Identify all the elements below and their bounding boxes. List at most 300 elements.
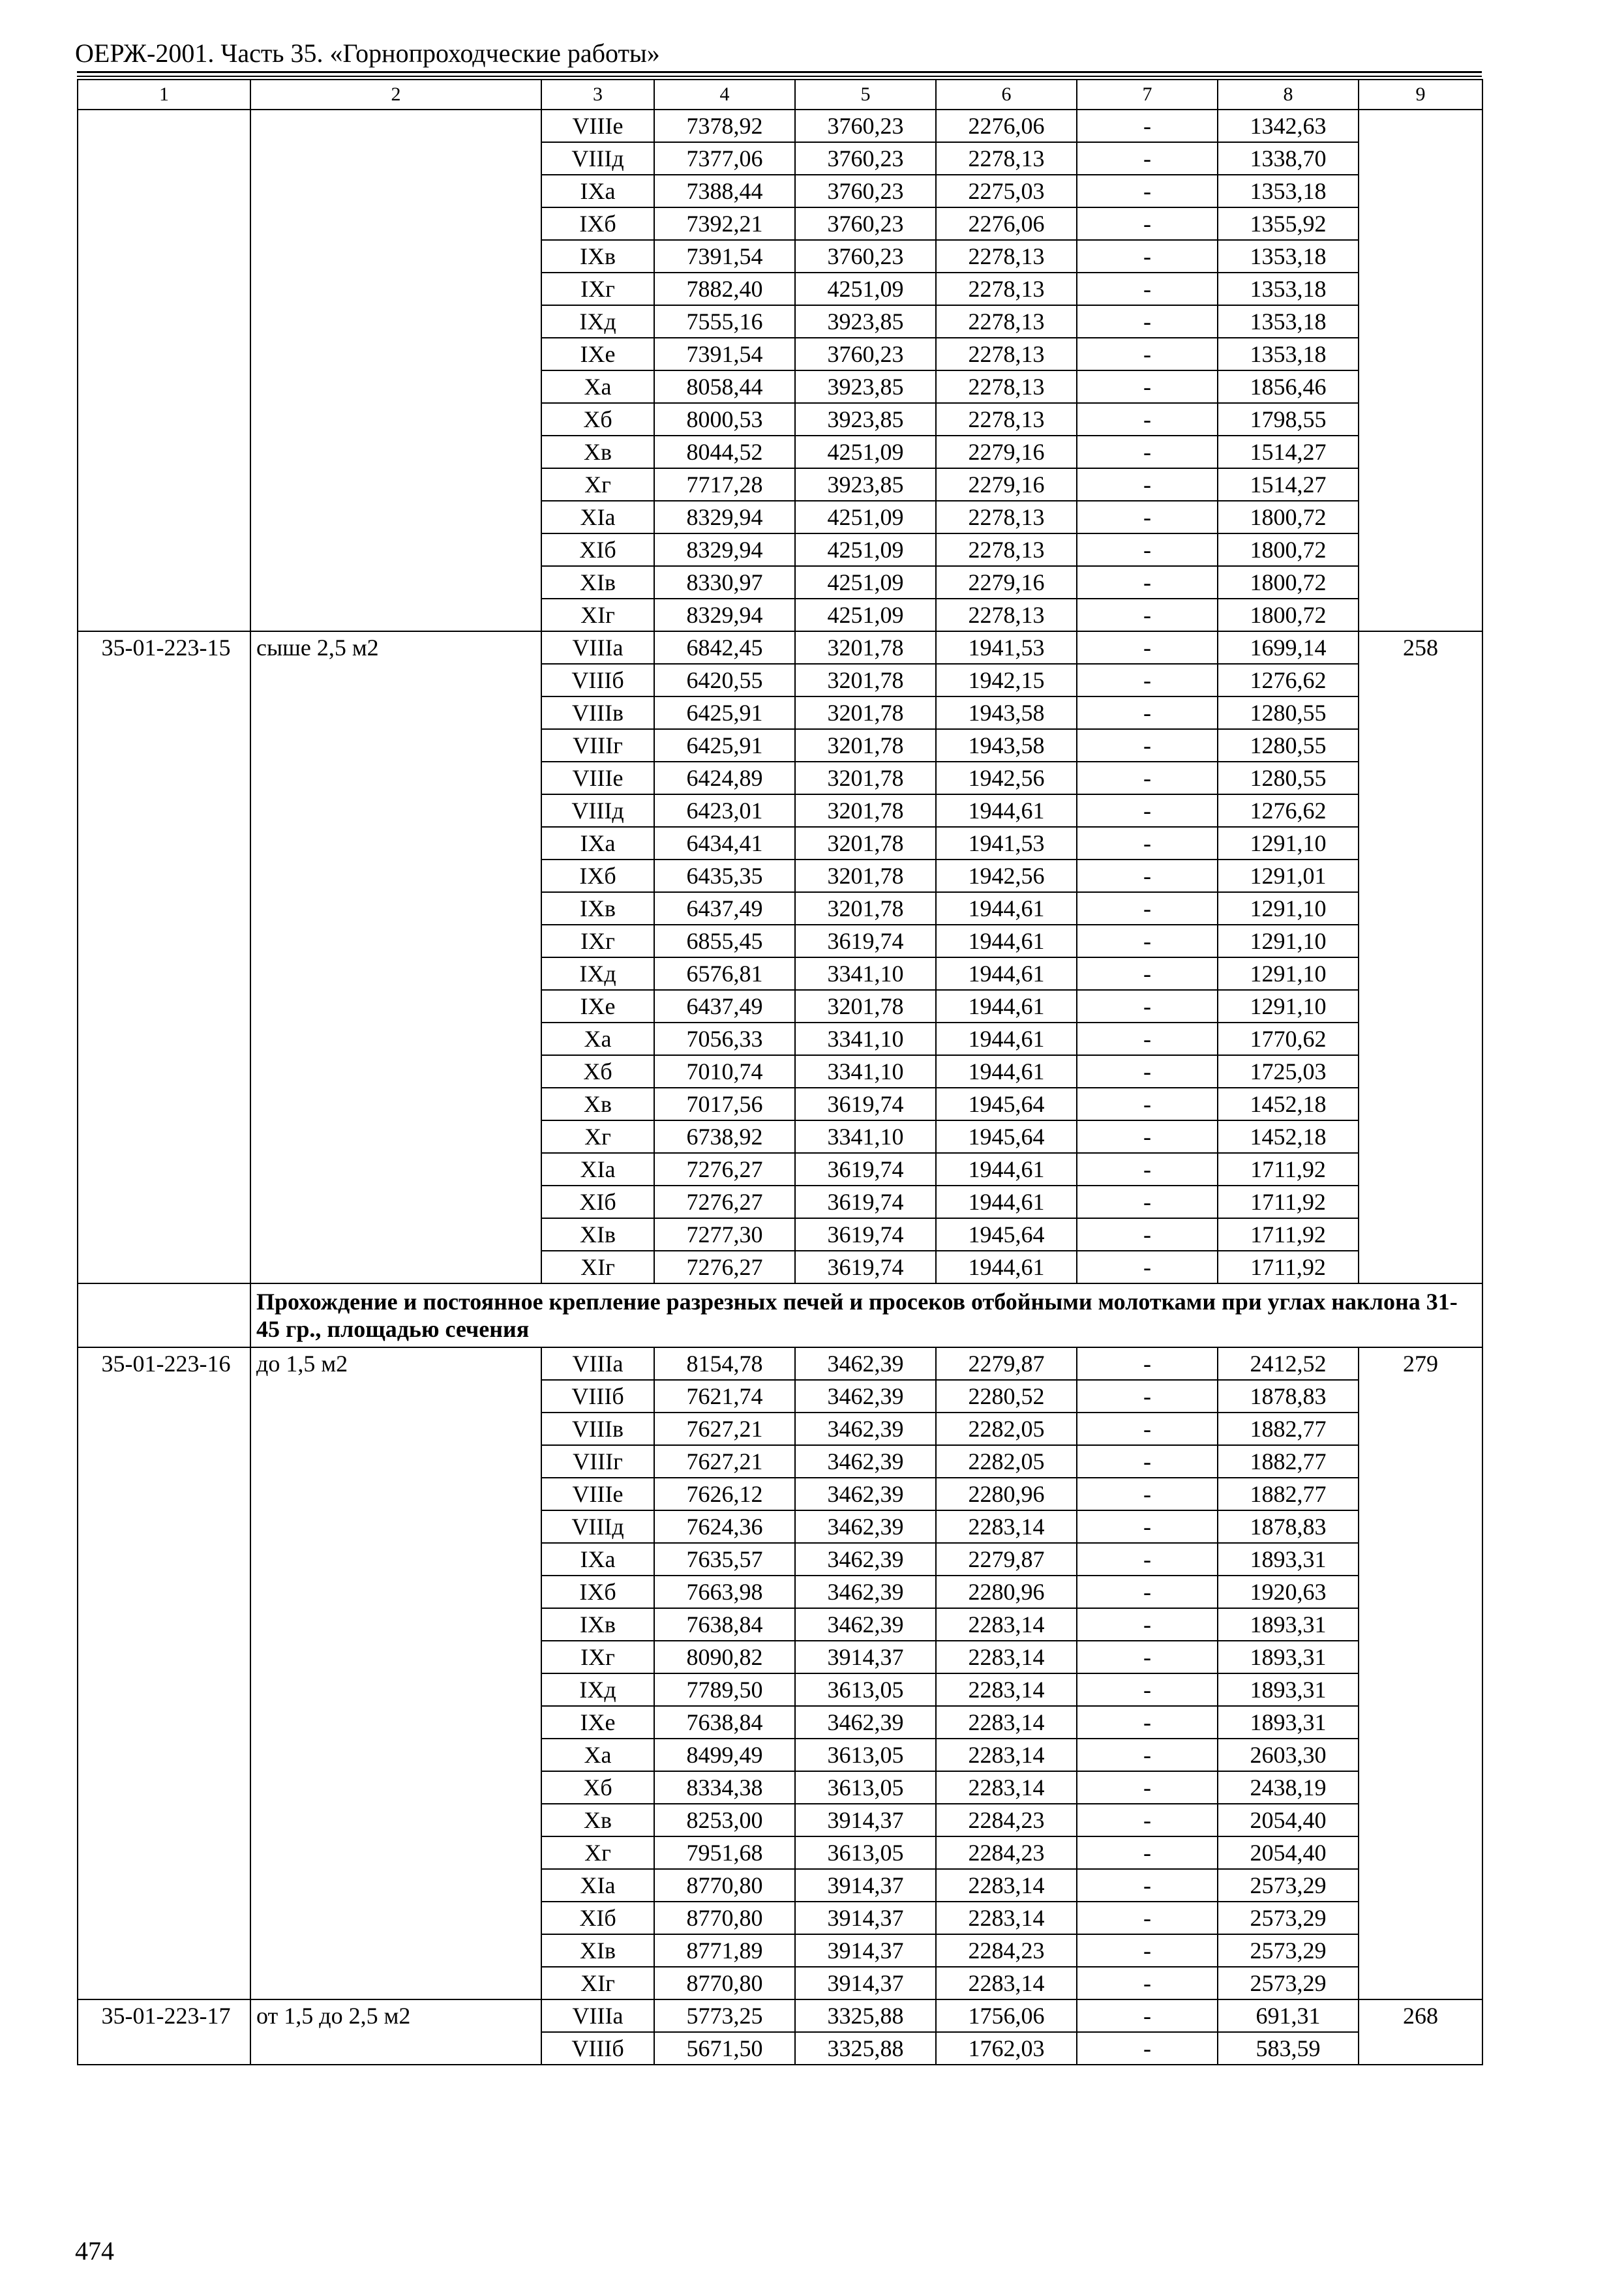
table-cell: 1353,18 — [1218, 240, 1359, 273]
table-cell: 1711,92 — [1218, 1153, 1359, 1186]
table-cell: 6425,91 — [654, 729, 795, 762]
table-cell: 1276,62 — [1218, 664, 1359, 696]
table-cell: - — [1077, 110, 1218, 142]
table-cell: 1711,92 — [1218, 1251, 1359, 1283]
table-cell: 3462,39 — [795, 1608, 936, 1641]
table-cell: IXа — [541, 827, 654, 860]
table-cell: 7638,84 — [654, 1608, 795, 1641]
table-cell: IXд — [541, 1673, 654, 1706]
table-cell: - — [1077, 403, 1218, 436]
table-row — [78, 1999, 1482, 2032]
table-cell: 1893,31 — [1218, 1706, 1359, 1739]
table-cell: 1941,53 — [936, 827, 1077, 860]
table-cell: IXа — [541, 175, 654, 207]
table-row — [78, 110, 1482, 142]
table-cell: 8154,78 — [654, 1347, 795, 1380]
table-cell: VIIIг — [541, 729, 654, 762]
table-cell: 4251,09 — [795, 566, 936, 599]
column-header: 3 — [541, 80, 654, 110]
table-cell: 7627,21 — [654, 1445, 795, 1478]
table-cell: XIб — [541, 533, 654, 566]
table-cell: IXв — [541, 240, 654, 273]
table-cell: 2280,96 — [936, 1576, 1077, 1608]
table-cell: Xг — [541, 1836, 654, 1869]
table-cell: 1944,61 — [936, 1186, 1077, 1218]
table-cell: 2278,13 — [936, 370, 1077, 403]
column-header: 6 — [936, 80, 1077, 110]
table-cell: 7392,21 — [654, 207, 795, 240]
table-cell: VIIIг — [541, 1445, 654, 1478]
table-cell: - — [1077, 1055, 1218, 1088]
table-cell: VIIIб — [541, 664, 654, 696]
table-cell: 1338,70 — [1218, 142, 1359, 175]
table-cell: 1944,61 — [936, 990, 1077, 1023]
table-cell: 2573,29 — [1218, 1934, 1359, 1967]
column-header: 9 — [1359, 80, 1482, 110]
table-cell: 1945,64 — [936, 1218, 1077, 1251]
table-cell: 3760,23 — [795, 175, 936, 207]
table-cell: 7391,54 — [654, 240, 795, 273]
table-cell: 3325,88 — [795, 2032, 936, 2065]
table-cell: 7276,27 — [654, 1251, 795, 1283]
table-cell: - — [1077, 1218, 1218, 1251]
work-name-cell: от 1,5 до 2,5 м2 — [250, 1999, 541, 2065]
table-cell: 5773,25 — [654, 1999, 795, 2032]
table-cell: - — [1077, 1804, 1218, 1836]
table-cell: 2278,13 — [936, 142, 1077, 175]
table-cell: 2276,06 — [936, 207, 1077, 240]
work-name-cell — [250, 110, 541, 631]
table-cell: VIIIа — [541, 1347, 654, 1380]
table-cell: 6842,45 — [654, 631, 795, 664]
table-cell: 1942,56 — [936, 860, 1077, 892]
table-cell: 1291,10 — [1218, 827, 1359, 860]
table-cell: 1856,46 — [1218, 370, 1359, 403]
table-cell: 3923,85 — [795, 468, 936, 501]
table-cell: 3462,39 — [795, 1510, 936, 1543]
table-cell: 3914,37 — [795, 1804, 936, 1836]
table-cell: 7882,40 — [654, 273, 795, 305]
table-cell: 7276,27 — [654, 1153, 795, 1186]
table-cell: 2279,16 — [936, 468, 1077, 501]
table-cell: 7276,27 — [654, 1186, 795, 1218]
table-cell: 2284,23 — [936, 1804, 1077, 1836]
table-cell: - — [1077, 1088, 1218, 1120]
table-cell: 2573,29 — [1218, 1902, 1359, 1934]
table-cell: 3341,10 — [795, 957, 936, 990]
table-cell: 1945,64 — [936, 1088, 1077, 1120]
table-cell: 3613,05 — [795, 1673, 936, 1706]
table-cell: Xа — [541, 1023, 654, 1055]
table-cell: 3760,23 — [795, 240, 936, 273]
table-cell: 1944,61 — [936, 1055, 1077, 1088]
table-cell: VIIIб — [541, 2032, 654, 2065]
table-cell: 2438,19 — [1218, 1771, 1359, 1804]
table-cell: 8058,44 — [654, 370, 795, 403]
section-title: Прохождение и постоянное крепление разрезных печей и просеков отбойными молотками при углах наклона 31-45 гр., площадью сечения — [250, 1283, 1482, 1347]
table-cell: - — [1077, 664, 1218, 696]
table-cell: 7626,12 — [654, 1478, 795, 1510]
table-cell: - — [1077, 1999, 1218, 2032]
table-cell: 2278,13 — [936, 240, 1077, 273]
table-cell: 8770,80 — [654, 1902, 795, 1934]
table-cell: 3201,78 — [795, 990, 936, 1023]
table-cell: - — [1077, 1641, 1218, 1673]
col9-cell: 258 — [1359, 631, 1482, 1283]
table-cell: - — [1077, 566, 1218, 599]
header-rule-thick — [77, 71, 1482, 73]
table-cell: 7621,74 — [654, 1380, 795, 1413]
table-cell: Xа — [541, 370, 654, 403]
table-cell: 7017,56 — [654, 1088, 795, 1120]
table-cell: - — [1077, 1673, 1218, 1706]
table-cell: - — [1077, 1836, 1218, 1869]
table-cell: 8770,80 — [654, 1967, 795, 1999]
table-cell: IXв — [541, 1608, 654, 1641]
table-cell: - — [1077, 1869, 1218, 1902]
section-title-row — [78, 1283, 1482, 1347]
table-cell: 3619,74 — [795, 925, 936, 957]
table-cell: 1291,10 — [1218, 925, 1359, 957]
table-cell: 1944,61 — [936, 1023, 1077, 1055]
table-cell: 2054,40 — [1218, 1804, 1359, 1836]
table-cell: 7624,36 — [654, 1510, 795, 1543]
table-cell: 3613,05 — [795, 1836, 936, 1869]
table-cell: 3201,78 — [795, 631, 936, 664]
table-cell: 3325,88 — [795, 1999, 936, 2032]
table-cell: VIIIе — [541, 110, 654, 142]
table-cell: 3462,39 — [795, 1347, 936, 1380]
table-cell: 1514,27 — [1218, 468, 1359, 501]
table-cell: 8499,49 — [654, 1739, 795, 1771]
table-cell: 1280,55 — [1218, 696, 1359, 729]
table-cell: 1893,31 — [1218, 1641, 1359, 1673]
table-cell: 2283,14 — [936, 1771, 1077, 1804]
table-cell: - — [1077, 1478, 1218, 1510]
table-cell: 1291,01 — [1218, 860, 1359, 892]
table-cell: - — [1077, 1902, 1218, 1934]
table-cell: 8253,00 — [654, 1804, 795, 1836]
table-cell: 1291,10 — [1218, 990, 1359, 1023]
table-cell: - — [1077, 436, 1218, 468]
table-cell: - — [1077, 305, 1218, 338]
table-cell: 3201,78 — [795, 696, 936, 729]
table-cell: 2283,14 — [936, 1510, 1077, 1543]
document-header: ОЕРЖ-2001. Часть 35. «Горнопроходческие работы» — [75, 38, 660, 68]
table-cell: 3923,85 — [795, 305, 936, 338]
table-cell: 6576,81 — [654, 957, 795, 990]
table-cell: - — [1077, 1608, 1218, 1641]
table-cell: 3462,39 — [795, 1478, 936, 1510]
table-cell: - — [1077, 1706, 1218, 1739]
table-cell: 1452,18 — [1218, 1120, 1359, 1153]
table-cell: 3462,39 — [795, 1413, 936, 1445]
table-cell: 2283,14 — [936, 1739, 1077, 1771]
table-cell: 4251,09 — [795, 273, 936, 305]
table-cell: IXд — [541, 305, 654, 338]
table-cell: 7010,74 — [654, 1055, 795, 1088]
table-cell: 3619,74 — [795, 1153, 936, 1186]
table-cell: 6738,92 — [654, 1120, 795, 1153]
table-cell: 1798,55 — [1218, 403, 1359, 436]
rate-code-cell: 35-01-223-16 — [78, 1347, 250, 1999]
table-cell: 4251,09 — [795, 501, 936, 533]
table-cell: IXе — [541, 990, 654, 1023]
table-cell: 1800,72 — [1218, 599, 1359, 631]
table-cell: 3914,37 — [795, 1934, 936, 1967]
table-cell: 2573,29 — [1218, 1967, 1359, 1999]
table-cell: 7377,06 — [654, 142, 795, 175]
table-cell: 1878,83 — [1218, 1380, 1359, 1413]
table-cell: - — [1077, 1347, 1218, 1380]
table-cell: 3613,05 — [795, 1771, 936, 1804]
table-cell: 1945,64 — [936, 1120, 1077, 1153]
table-cell: 1353,18 — [1218, 273, 1359, 305]
table-cell: 1342,63 — [1218, 110, 1359, 142]
table-cell: 6855,45 — [654, 925, 795, 957]
table-cell: 2054,40 — [1218, 1836, 1359, 1869]
table-cell: VIIIб — [541, 1380, 654, 1413]
table-cell: - — [1077, 729, 1218, 762]
table-cell: 3201,78 — [795, 860, 936, 892]
table-cell: Xв — [541, 1088, 654, 1120]
table-cell: 1711,92 — [1218, 1218, 1359, 1251]
table-cell: 2278,13 — [936, 403, 1077, 436]
table-cell: 7388,44 — [654, 175, 795, 207]
table-cell: - — [1077, 957, 1218, 990]
table-cell: 3760,23 — [795, 338, 936, 370]
table-cell: 1882,77 — [1218, 1478, 1359, 1510]
table-cell: - — [1077, 468, 1218, 501]
table-cell: 2279,16 — [936, 436, 1077, 468]
table-cell: 1941,53 — [936, 631, 1077, 664]
table-cell: 2279,87 — [936, 1347, 1077, 1380]
table-cell: - — [1077, 860, 1218, 892]
table-cell: - — [1077, 1251, 1218, 1283]
table-cell: 1452,18 — [1218, 1088, 1359, 1120]
table-cell: 8329,94 — [654, 501, 795, 533]
table-cell: 1756,06 — [936, 1999, 1077, 2032]
table-cell: 1943,58 — [936, 696, 1077, 729]
table-cell: 1353,18 — [1218, 175, 1359, 207]
table-cell: 7391,54 — [654, 338, 795, 370]
table-cell: 3619,74 — [795, 1251, 936, 1283]
table-cell: 1711,92 — [1218, 1186, 1359, 1218]
table-cell: 3201,78 — [795, 729, 936, 762]
column-header: 5 — [795, 80, 936, 110]
table-cell: 3341,10 — [795, 1055, 936, 1088]
table-cell: 3914,37 — [795, 1967, 936, 1999]
table-cell: Xг — [541, 468, 654, 501]
table-cell: VIIIа — [541, 631, 654, 664]
table-cell: IXб — [541, 860, 654, 892]
table-cell: Xб — [541, 1055, 654, 1088]
table-cell: 1943,58 — [936, 729, 1077, 762]
table-cell: - — [1077, 1967, 1218, 1999]
table-cell: 2280,96 — [936, 1478, 1077, 1510]
table-cell: - — [1077, 631, 1218, 664]
table-cell: - — [1077, 1186, 1218, 1218]
table-cell: 3914,37 — [795, 1869, 936, 1902]
work-name-cell: до 1,5 м2 — [250, 1347, 541, 1999]
table-cell: 2283,14 — [936, 1673, 1077, 1706]
table-cell: 2284,23 — [936, 1836, 1077, 1869]
table-cell: Xв — [541, 436, 654, 468]
table-cell: VIIIе — [541, 762, 654, 794]
table-cell: 3619,74 — [795, 1088, 936, 1120]
table-cell: 2279,87 — [936, 1543, 1077, 1576]
table-row — [78, 1347, 1482, 1380]
col9-cell: 268 — [1359, 1999, 1482, 2065]
table-cell: IXв — [541, 892, 654, 925]
table-cell: - — [1077, 1739, 1218, 1771]
table-cell: 3341,10 — [795, 1120, 936, 1153]
table-cell: XIб — [541, 1186, 654, 1218]
table-cell: 3341,10 — [795, 1023, 936, 1055]
table-cell: IXг — [541, 1641, 654, 1673]
table-cell: IXд — [541, 957, 654, 990]
table-cell: 3201,78 — [795, 762, 936, 794]
table-cell: 2280,52 — [936, 1380, 1077, 1413]
table-cell: 2279,16 — [936, 566, 1077, 599]
table-cell: 3914,37 — [795, 1902, 936, 1934]
column-header: 8 — [1218, 80, 1359, 110]
table-cell: 1944,61 — [936, 957, 1077, 990]
table-cell: 3462,39 — [795, 1543, 936, 1576]
table-cell: 1800,72 — [1218, 533, 1359, 566]
column-header: 4 — [654, 80, 795, 110]
table-cell: - — [1077, 2032, 1218, 2065]
table-cell: 3914,37 — [795, 1641, 936, 1673]
table-cell: Xв — [541, 1804, 654, 1836]
table-cell: 4251,09 — [795, 533, 936, 566]
table-cell: XIв — [541, 1934, 654, 1967]
table-cell: 1770,62 — [1218, 1023, 1359, 1055]
table-cell: 1878,83 — [1218, 1510, 1359, 1543]
table-cell: VIIIв — [541, 696, 654, 729]
table-cell: 3760,23 — [795, 142, 936, 175]
table-cell: 1882,77 — [1218, 1413, 1359, 1445]
table-cell: 2412,52 — [1218, 1347, 1359, 1380]
column-number-row — [78, 80, 1482, 110]
table-cell: - — [1077, 696, 1218, 729]
col9-cell — [1359, 110, 1482, 631]
table-cell: 2278,13 — [936, 338, 1077, 370]
table-cell: 3201,78 — [795, 892, 936, 925]
table-cell: XIв — [541, 566, 654, 599]
table-cell: 1762,03 — [936, 2032, 1077, 2065]
table-cell: VIIIд — [541, 794, 654, 827]
table-cell: - — [1077, 794, 1218, 827]
table-cell: 3619,74 — [795, 1186, 936, 1218]
rate-code-cell: 35-01-223-17 — [78, 1999, 250, 2065]
table-cell: 2283,14 — [936, 1902, 1077, 1934]
table-cell: 8334,38 — [654, 1771, 795, 1804]
table-cell: 1893,31 — [1218, 1543, 1359, 1576]
table-cell: 2278,13 — [936, 501, 1077, 533]
table-cell: - — [1077, 1576, 1218, 1608]
table-cell: 1942,15 — [936, 664, 1077, 696]
table-cell: - — [1077, 207, 1218, 240]
table-cell: XIа — [541, 1869, 654, 1902]
table-cell: IXб — [541, 1576, 654, 1608]
table-cell: IXе — [541, 338, 654, 370]
table-cell: 3760,23 — [795, 207, 936, 240]
table-cell: IXа — [541, 1543, 654, 1576]
table-cell: 1291,10 — [1218, 892, 1359, 925]
table-cell: XIв — [541, 1218, 654, 1251]
table-cell: - — [1077, 925, 1218, 957]
table-cell: 2275,03 — [936, 175, 1077, 207]
table-cell: 2278,13 — [936, 273, 1077, 305]
table-cell: 1893,31 — [1218, 1608, 1359, 1641]
table-cell: - — [1077, 1023, 1218, 1055]
header-rule-thin — [77, 76, 1482, 77]
table-cell: 8090,82 — [654, 1641, 795, 1673]
table-cell: 2276,06 — [936, 110, 1077, 142]
table-cell: 5671,50 — [654, 2032, 795, 2065]
table-cell: 1942,56 — [936, 762, 1077, 794]
table-cell: 3201,78 — [795, 794, 936, 827]
table-cell: 1276,62 — [1218, 794, 1359, 827]
table-cell: 3462,39 — [795, 1380, 936, 1413]
table-cell: 8771,89 — [654, 1934, 795, 1967]
table-cell: Xг — [541, 1120, 654, 1153]
table-cell: 1725,03 — [1218, 1055, 1359, 1088]
table-cell: IXб — [541, 207, 654, 240]
table-cell: 3201,78 — [795, 827, 936, 860]
table-cell: 1291,10 — [1218, 957, 1359, 990]
table-cell: Xб — [541, 403, 654, 436]
table-cell: - — [1077, 501, 1218, 533]
table-cell: - — [1077, 1543, 1218, 1576]
table-cell: 8330,97 — [654, 566, 795, 599]
table-cell: 2284,23 — [936, 1934, 1077, 1967]
table-cell: 8044,52 — [654, 436, 795, 468]
table-cell: 2282,05 — [936, 1445, 1077, 1478]
table-cell: 3923,85 — [795, 370, 936, 403]
table-cell: XIг — [541, 1251, 654, 1283]
table-cell: 6434,41 — [654, 827, 795, 860]
table-cell: 3760,23 — [795, 110, 936, 142]
table-cell: 2278,13 — [936, 599, 1077, 631]
table-cell: 1944,61 — [936, 1251, 1077, 1283]
table-cell: 1944,61 — [936, 794, 1077, 827]
table-cell: - — [1077, 175, 1218, 207]
table-cell: 6424,89 — [654, 762, 795, 794]
column-header: 1 — [78, 80, 250, 110]
table-cell: 2573,29 — [1218, 1869, 1359, 1902]
table-cell: 2278,13 — [936, 533, 1077, 566]
table-cell: 8770,80 — [654, 1869, 795, 1902]
table-cell: 1353,18 — [1218, 305, 1359, 338]
table-cell: 583,59 — [1218, 2032, 1359, 2065]
table-cell: 1944,61 — [936, 1153, 1077, 1186]
table-cell: IXг — [541, 273, 654, 305]
table-cell: 7056,33 — [654, 1023, 795, 1055]
table-cell: 7555,16 — [654, 305, 795, 338]
table-cell: 1280,55 — [1218, 729, 1359, 762]
table-cell: 3923,85 — [795, 403, 936, 436]
table-cell: 4251,09 — [795, 436, 936, 468]
table-cell: 4251,09 — [795, 599, 936, 631]
table-cell: 7635,57 — [654, 1543, 795, 1576]
table-cell: 2603,30 — [1218, 1739, 1359, 1771]
table-cell: - — [1077, 827, 1218, 860]
table-cell: XIг — [541, 1967, 654, 1999]
table-cell: 7638,84 — [654, 1706, 795, 1739]
table-cell: 1800,72 — [1218, 566, 1359, 599]
